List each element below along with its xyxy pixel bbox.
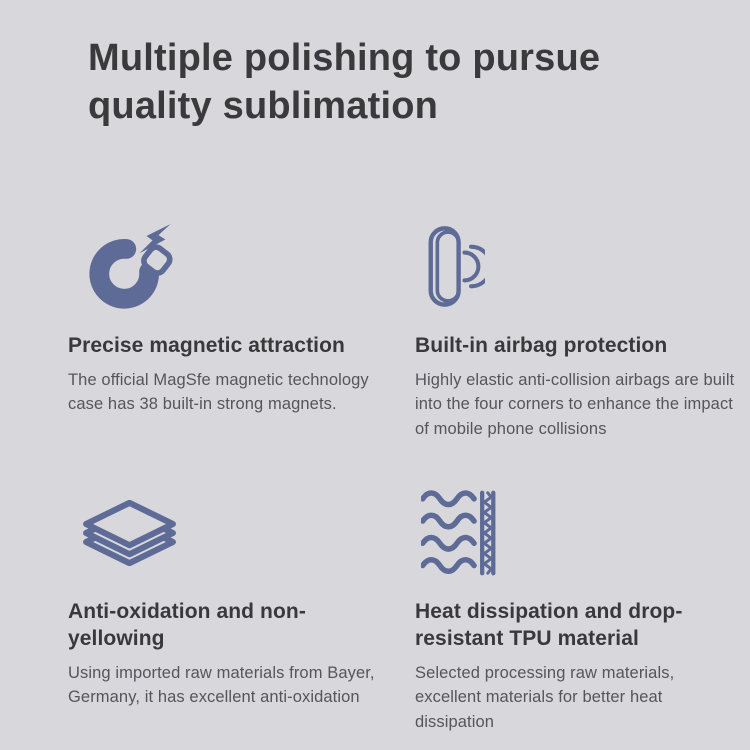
page-title-line2: quality sublimation <box>88 85 439 128</box>
feature-anti-oxidation <box>68 485 393 734</box>
feature-description: Selected processing raw materials, excellent materials for better heat dissipation <box>415 664 675 731</box>
phone-airbag-icon <box>415 219 740 315</box>
heat-waves-tpu-icon <box>415 485 740 581</box>
feature-description: Highly elastic anti-collision airbags are built into the four corners to enhance the impact of mobile phone collisions <box>415 371 735 438</box>
feature-title: Heat dissipation and drop-resistant TPU material <box>415 599 683 650</box>
feature-description: The official MagSfe magnetic technology case has 38 built-in strong magnets. <box>68 371 369 414</box>
feature-title: Anti-oxidation and non-yellowing <box>68 599 306 650</box>
feature-description: Using imported raw materials from Bayer, Germany, it has excellent anti-oxidation <box>68 664 375 707</box>
feature-title: Precise magnetic attraction <box>68 333 345 357</box>
feature-magnetic-attraction <box>68 219 393 441</box>
feature-title: Built-in airbag protection <box>415 333 668 357</box>
stacked-layers-icon <box>68 485 393 581</box>
feature-heat-dissipation <box>415 485 740 734</box>
feature-airbag-protection <box>415 219 740 441</box>
magnet-lightning-icon <box>68 219 393 315</box>
page-title <box>0 0 750 131</box>
features-grid <box>0 219 750 734</box>
page-title-line1: Multiple polishing to pursue <box>88 37 601 79</box>
